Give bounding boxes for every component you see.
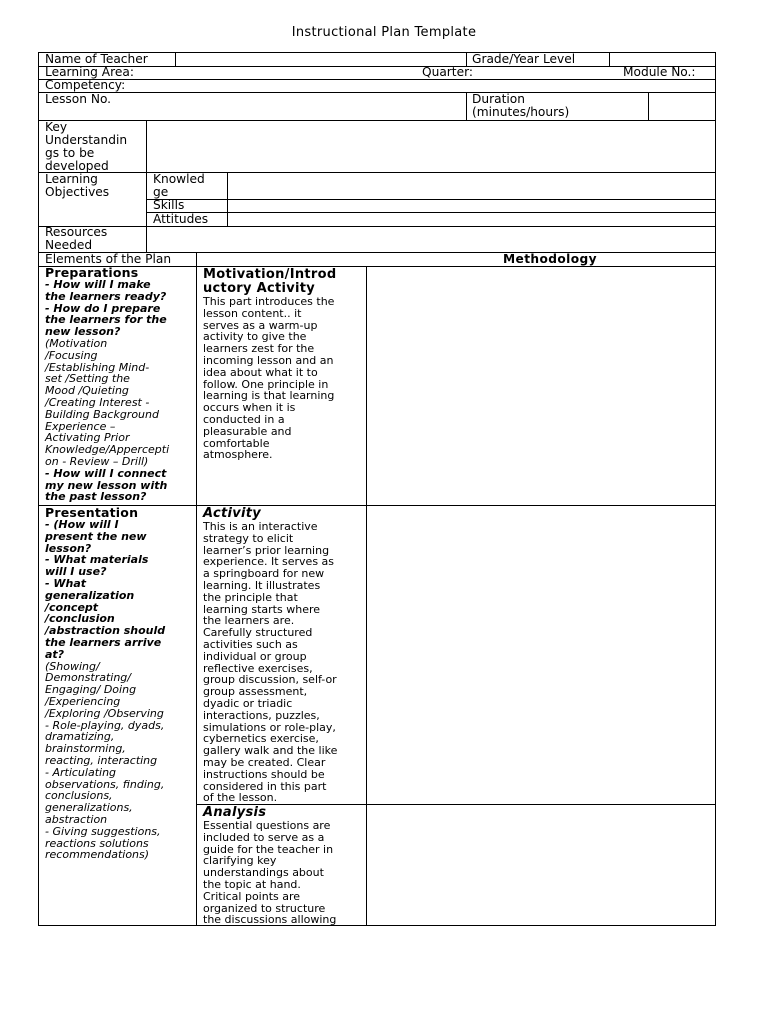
text-line: uctory Activity	[203, 281, 316, 296]
text-line: understandings about	[203, 866, 324, 880]
text-line: Experience –	[45, 419, 116, 433]
text-line: cybernetics exercise,	[203, 732, 319, 746]
text-line: interactions, puzzles,	[203, 708, 320, 722]
text-line: present the new	[45, 529, 147, 543]
text-line: brainstorming,	[45, 742, 126, 756]
text-line: Activating Prior	[45, 431, 130, 445]
text-line: Objectives	[45, 185, 110, 199]
text-line: atmosphere.	[203, 448, 273, 462]
grid-line	[38, 172, 716, 173]
analysis-heading: Analysis	[203, 805, 267, 820]
text-line: simulations or role-play,	[203, 720, 336, 734]
grid-line	[38, 66, 716, 67]
motivation-heading: Motivation/Introd	[203, 267, 337, 282]
learning-area-label: Learning Area:	[45, 65, 134, 79]
text-line: may be created. Clear	[203, 755, 326, 769]
text-line: (Motivation	[45, 336, 108, 350]
text-line: /Creating Interest -	[45, 395, 150, 409]
grid-line	[38, 92, 716, 93]
text-line: instructions should be	[203, 767, 325, 781]
text-line: Understandin	[45, 133, 128, 147]
grid-line	[196, 252, 197, 925]
text-line: Learning	[45, 172, 98, 186]
grid-line	[227, 172, 228, 226]
text-line: /Establishing Mind-	[45, 360, 150, 374]
text-line: the learners are.	[203, 614, 295, 628]
text-line: - Articulating	[45, 765, 117, 779]
duration-label: Duration	[472, 92, 525, 106]
text-line: pleasurable and	[203, 424, 292, 438]
text-line: organized to structure	[203, 901, 326, 915]
text-line: This part introduces the	[203, 295, 335, 308]
text-line: the topic at hand.	[203, 877, 301, 891]
text-line: reacting, interacting	[45, 753, 158, 767]
grid-line	[196, 804, 716, 805]
grid-line	[38, 79, 716, 80]
text-line: learning starts where	[203, 602, 321, 616]
text-line: /Focusing	[45, 348, 98, 362]
text-line: reactions solutions	[45, 836, 149, 850]
text-line: included to serve as a	[203, 830, 325, 844]
text-line: generalizations,	[45, 801, 133, 815]
grid-line	[175, 52, 176, 66]
text-line: recommendations)	[45, 848, 150, 862]
text-line: activities such as	[203, 637, 298, 651]
text-line: my new lesson with	[45, 478, 168, 492]
text-line: on - Review – Drill)	[45, 454, 149, 468]
knowledge-label	[153, 173, 205, 199]
text-line: /conclusion	[45, 612, 115, 626]
text-line: - What materials	[45, 553, 149, 567]
activity-cell	[203, 507, 365, 804]
text-line: - (How will I	[45, 518, 119, 531]
text-line: serves as a warm-up	[203, 318, 318, 332]
text-line: incoming lesson and an	[203, 353, 334, 367]
text-line: occurs when it is	[203, 401, 296, 415]
text-line: strategy to elicit	[203, 531, 294, 545]
text-line: new lesson?	[45, 325, 121, 339]
text-line: follow. One principle in	[203, 377, 329, 391]
text-line: individual or group	[203, 649, 307, 663]
text-line: the past lesson?	[45, 490, 147, 504]
text-line: clarifying key	[203, 854, 277, 868]
text-line: reflective exercises,	[203, 661, 313, 675]
text-line: guide for the teacher in	[203, 842, 334, 856]
text-line: learners zest for the	[203, 342, 315, 356]
text-line: /Experiencing	[45, 694, 121, 708]
module-no-label: Module No.:	[623, 65, 696, 79]
text-line: Essential questions are	[203, 819, 331, 832]
text-line: This is an interactive	[203, 520, 318, 533]
text-line: the learners ready?	[45, 289, 167, 303]
name-of-teacher-label: Name of Teacher	[45, 52, 148, 66]
text-line: conducted in a	[203, 412, 285, 426]
text-line: learner’s prior learning	[203, 543, 330, 557]
text-line: group discussion, self-or	[203, 673, 337, 687]
text-line: Demonstrating/	[45, 671, 131, 685]
grid-line	[609, 52, 610, 66]
learning-objectives-label	[45, 173, 109, 199]
presentation-cell	[45, 506, 195, 861]
activity-heading: Activity	[203, 506, 262, 521]
grid-line	[366, 266, 367, 925]
text-line: - How do I prepare	[45, 301, 161, 315]
preparations-heading: Preparations	[45, 265, 139, 280]
text-line: observations, finding,	[45, 777, 165, 791]
grid-line	[38, 925, 716, 926]
attitudes-label: Attitudes	[153, 212, 209, 226]
text-line: Critical points are	[203, 889, 301, 903]
text-line: considered in this part	[203, 779, 327, 793]
text-line: will I use?	[45, 565, 107, 579]
analysis-cell	[203, 806, 365, 926]
duration-unit-label: (minutes/hours)	[472, 105, 570, 119]
text-line: gs to be	[45, 146, 95, 160]
text-line: Mood /Quieting	[45, 384, 129, 398]
text-line: learning. It illustrates	[203, 578, 321, 592]
text-line: /Exploring /Observing	[45, 706, 164, 720]
key-understandings-label	[45, 121, 127, 173]
presentation-heading: Presentation	[45, 505, 139, 520]
methodology-header: Methodology	[503, 252, 597, 266]
text-line: - What	[45, 576, 87, 590]
grid-line	[146, 212, 716, 213]
text-line: set /Setting the	[45, 372, 130, 386]
text-line: - Role-playing, dyads,	[45, 718, 165, 732]
grid-line	[648, 92, 649, 120]
resources-needed-label	[45, 226, 107, 252]
preparations-cell	[45, 266, 195, 503]
text-line: the learners for the	[45, 313, 167, 327]
text-line: generalization	[45, 588, 135, 602]
elements-of-plan-header: Elements of the Plan	[45, 252, 172, 266]
grid-line	[466, 92, 467, 120]
grid-line	[466, 52, 467, 66]
text-line: abstraction	[45, 812, 108, 826]
quarter-label: Quarter:	[422, 65, 473, 79]
text-line: Needed	[45, 238, 93, 252]
text-line: - How will I connect	[45, 466, 167, 480]
grade-year-level-label: Grade/Year Level	[472, 52, 576, 66]
text-line: ge	[153, 185, 169, 199]
text-line: lesson content.. it	[203, 306, 302, 320]
text-line: the principle that	[203, 590, 298, 604]
competency-label: Competency:	[45, 78, 126, 92]
grid-line	[146, 199, 716, 200]
text-line: the learners arrive	[45, 635, 162, 649]
text-line: activity to give the	[203, 330, 307, 344]
text-line: - Giving suggestions,	[45, 824, 161, 838]
text-line: Knowled	[153, 172, 205, 186]
text-line: (Showing/	[45, 659, 100, 673]
text-line: dramatizing,	[45, 730, 115, 744]
document-title: Instructional Plan Template	[291, 25, 477, 40]
text-line: lesson?	[45, 541, 92, 555]
grid-line	[38, 52, 39, 926]
text-line: experience. It serves as	[203, 555, 335, 569]
text-line: Resources	[45, 225, 108, 239]
text-line: learning is that learning	[203, 389, 335, 403]
skills-label: Skills	[153, 198, 185, 212]
text-line: Engaging/ Doing	[45, 683, 137, 697]
text-line: /concept	[45, 600, 99, 614]
grid-line	[38, 120, 716, 121]
text-line: group assessment,	[203, 685, 308, 699]
text-line: Carefully structured	[203, 626, 313, 640]
text-line: Building Background	[45, 407, 159, 421]
grid-line	[146, 120, 147, 252]
text-line: conclusions,	[45, 789, 113, 803]
text-line: gallery walk and the like	[203, 744, 338, 758]
text-line: idea about what it to	[203, 365, 318, 379]
text-line: - How will I make	[45, 278, 151, 291]
text-line: /abstraction should	[45, 624, 166, 638]
lesson-no-label: Lesson No.	[45, 92, 112, 106]
grid-line	[715, 52, 716, 926]
text-line: Key	[45, 120, 68, 134]
text-line: comfortable	[203, 436, 270, 450]
text-line: Knowledge/Appercepti	[45, 443, 170, 457]
text-line: the discussions allowing	[203, 913, 337, 927]
text-line: developed	[45, 159, 109, 173]
text-line: dyadic or triadic	[203, 696, 293, 710]
grid-line	[38, 226, 716, 227]
text-line: a springboard for new	[203, 567, 325, 581]
motivation-cell	[203, 268, 365, 461]
text-line: at?	[45, 647, 65, 661]
text-line: of the lesson.	[203, 791, 278, 805]
